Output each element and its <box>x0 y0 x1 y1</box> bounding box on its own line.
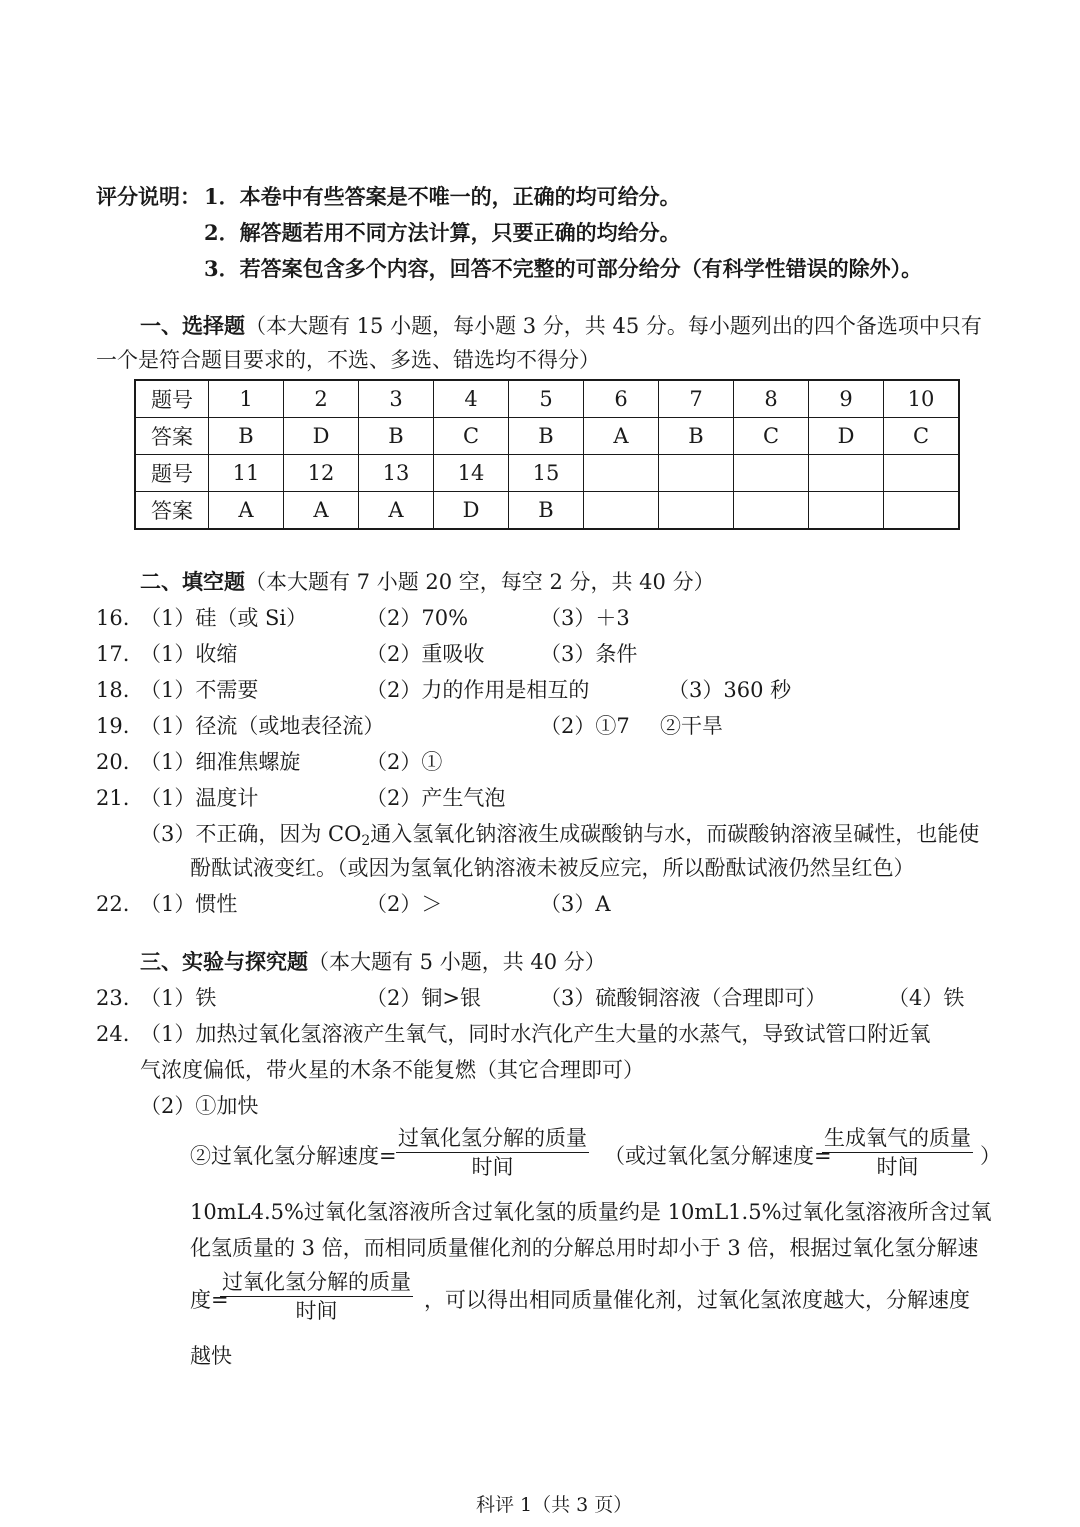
answer-cell: D <box>809 418 884 455</box>
q22-answer-1: （1）惯性 <box>140 892 238 916</box>
question-number: 6 <box>584 380 659 418</box>
question-number: 5 <box>509 380 584 418</box>
q18-answer-2: （2）力的作用是相互的 <box>366 678 590 702</box>
answer-cell: D <box>434 492 509 530</box>
answer-cell: B <box>509 492 584 530</box>
answer-cell: A <box>584 418 659 455</box>
q21-number: 21. <box>96 786 130 810</box>
q18-answer-1: （1）不需要 <box>140 678 259 702</box>
fraction-numerator: 生成氧气的质量 <box>822 1126 973 1153</box>
page-footer: 科评 1（共 3 页） <box>476 1494 633 1516</box>
answer-cell <box>734 492 809 530</box>
q16-answer-2: （2）70% <box>366 606 469 630</box>
question-number: 1 <box>209 380 284 418</box>
section2-heading <box>140 570 715 595</box>
formula-prefix: ②过氧化氢分解速度= <box>190 1144 397 1168</box>
fraction-numerator: 过氧化氢分解的质量 <box>396 1126 589 1153</box>
table-row <box>135 380 959 418</box>
question-number: 13 <box>359 455 434 492</box>
formula-alt-prefix: （或过氧化氢分解速度= <box>604 1144 832 1168</box>
answer-cell: C <box>434 418 509 455</box>
grading-note-2: 2．解答题若用不同方法计算，只要正确的均给分。 <box>204 220 681 245</box>
grading-note-3: 3．若答案包含多个内容，回答不完整的可部分给分（有科学性错误的除外）。 <box>204 256 923 281</box>
question-number <box>809 455 884 492</box>
explanation-prefix: 度= <box>190 1288 229 1312</box>
q17-answer-2: （2）重吸收 <box>366 642 485 666</box>
q20-answer-2: （2）① <box>366 750 443 774</box>
fraction-decomposition-rate-2 <box>220 1270 413 1323</box>
grading-notes-label: 评分说明： <box>96 184 201 209</box>
q23-answer-3: （3）硫酸铜溶液（合理即可） <box>540 986 827 1010</box>
q17-number: 17. <box>96 642 130 666</box>
q23-answer-4: （4）铁 <box>888 986 965 1010</box>
section3-desc: （本大题有 5 小题，共 40 分） <box>308 950 606 974</box>
q19-number: 19. <box>96 714 130 738</box>
answer-cell: B <box>509 418 584 455</box>
q23-answer-1: （1）铁 <box>140 986 217 1010</box>
question-number: 3 <box>359 380 434 418</box>
q19-answer-3: ②干旱 <box>660 714 723 738</box>
q18-answer-3: （3）360 秒 <box>668 678 792 702</box>
q21-answer-3-post: 通入氢氧化钠溶液生成碳酸钠与水，而碳酸钠溶液呈碱性，也能使 <box>370 822 980 846</box>
question-number: 8 <box>734 380 809 418</box>
q18-number: 18. <box>96 678 130 702</box>
answer-table <box>134 379 960 530</box>
answer-cell: A <box>284 492 359 530</box>
q21-answer-3-pre: （3）不正确，因为 CO <box>140 822 362 846</box>
row-label: 题号 <box>135 455 209 492</box>
q21-answer-1: （1）温度计 <box>140 786 259 810</box>
row-label: 题号 <box>135 380 209 418</box>
q22-number: 22. <box>96 892 130 916</box>
question-number: 7 <box>659 380 734 418</box>
section2-title: 二、填空题 <box>140 570 245 594</box>
section3-heading <box>140 950 606 975</box>
answer-cell: A <box>359 492 434 530</box>
question-number: 10 <box>884 380 960 418</box>
row-label: 答案 <box>135 418 209 455</box>
explanation-line2: 化氢质量的 3 倍，而相同质量催化剂的分解总用时却小于 3 倍，根据过氧化氢分解速 <box>190 1236 979 1260</box>
question-number: 11 <box>209 455 284 492</box>
grading-note-1: 1．本卷中有些答案是不唯一的，正确的均可给分。 <box>204 184 681 209</box>
question-number <box>734 455 809 492</box>
q22-answer-2: （2）＞ <box>366 892 443 916</box>
q21-answer-2: （2）产生气泡 <box>366 786 506 810</box>
section1-title: 一、选择题 <box>140 314 245 338</box>
answer-cell: C <box>884 418 960 455</box>
answer-cell <box>584 492 659 530</box>
answer-cell: B <box>359 418 434 455</box>
q17-answer-3: （3）条件 <box>540 642 638 666</box>
row-label: 答案 <box>135 492 209 530</box>
question-number: 4 <box>434 380 509 418</box>
q22-answer-3: （3）A <box>540 892 611 916</box>
section3-title: 三、实验与探究题 <box>140 950 308 974</box>
formula-end: ） <box>980 1144 1001 1168</box>
q21-answer-3 <box>140 822 979 850</box>
question-number: 9 <box>809 380 884 418</box>
q19-answer-2: （2）①7 <box>540 714 630 738</box>
section1-desc-line1: （本大题有 15 小题，每小题 3 分，共 45 分。每小题列出的四个备选项中只有 <box>245 314 982 338</box>
explanation-suffix: ，可以得出相同质量催化剂，过氧化氢浓度越大，分解速度 <box>424 1288 970 1312</box>
q20-number: 20. <box>96 750 130 774</box>
q24-number: 24. <box>96 1022 130 1046</box>
answer-cell: B <box>659 418 734 455</box>
fraction-denominator: 时间 <box>471 1155 514 1180</box>
question-number: 2 <box>284 380 359 418</box>
answer-cell <box>659 492 734 530</box>
fraction-denominator: 时间 <box>295 1299 338 1324</box>
q16-number: 16. <box>96 606 130 630</box>
question-number <box>659 455 734 492</box>
q16-answer-3: （3）＋3 <box>540 606 630 630</box>
q16-answer-1: （1）硅（或 Si） <box>140 606 308 630</box>
q23-number: 23. <box>96 986 130 1010</box>
section1-desc-line2: 一个是符合题目要求的，不选、多选、错选均不得分） <box>96 348 600 372</box>
section1-heading <box>140 314 982 339</box>
question-number <box>884 455 960 492</box>
section2-desc: （本大题有 7 小题 20 空，每空 2 分，共 40 分） <box>245 570 715 594</box>
explanation-last: 越快 <box>190 1344 232 1368</box>
q19-answer-1: （1）径流（或地表径流） <box>140 714 385 738</box>
question-number: 14 <box>434 455 509 492</box>
answer-cell: D <box>284 418 359 455</box>
answer-cell: A <box>209 492 284 530</box>
fraction-oxygen-rate <box>822 1126 973 1179</box>
q20-answer-1: （1）细准焦螺旋 <box>140 750 301 774</box>
fraction-denominator: 时间 <box>876 1155 919 1180</box>
answer-cell: C <box>734 418 809 455</box>
q23-answer-2: （2）铜>银 <box>366 986 481 1010</box>
answer-cell <box>809 492 884 530</box>
explanation-line1: 10mL4.5%过氧化氢溶液所含过氧化氢的质量约是 10mL1.5%过氧化氢溶液所含过氧 <box>190 1200 992 1224</box>
fraction-decomposition-rate <box>396 1126 589 1179</box>
question-number: 12 <box>284 455 359 492</box>
table-row <box>135 418 959 455</box>
answer-cell: B <box>209 418 284 455</box>
co2-subscript: 2 <box>361 833 371 849</box>
q21-answer-3-line2: 酚酞试液变红。（或因为氢氧化钠溶液未被反应完，所以酚酞试液仍然呈红色） <box>190 856 915 880</box>
answer-cell <box>884 492 960 530</box>
question-number: 15 <box>509 455 584 492</box>
q17-answer-1: （1）收缩 <box>140 642 238 666</box>
question-number <box>584 455 659 492</box>
fraction-numerator: 过氧化氢分解的质量 <box>220 1270 413 1297</box>
table-row <box>135 492 959 530</box>
table-row <box>135 455 959 492</box>
q24-part1-line1: （1）加热过氧化氢溶液产生氧气，同时水汽化产生大量的水蒸气，导致试管口附近氧 <box>140 1022 931 1046</box>
q24-part1-line2: 气浓度偏低，带火星的木条不能复燃（其它合理即可） <box>140 1058 644 1082</box>
q24-part2-head: （2）①加快 <box>140 1094 259 1118</box>
